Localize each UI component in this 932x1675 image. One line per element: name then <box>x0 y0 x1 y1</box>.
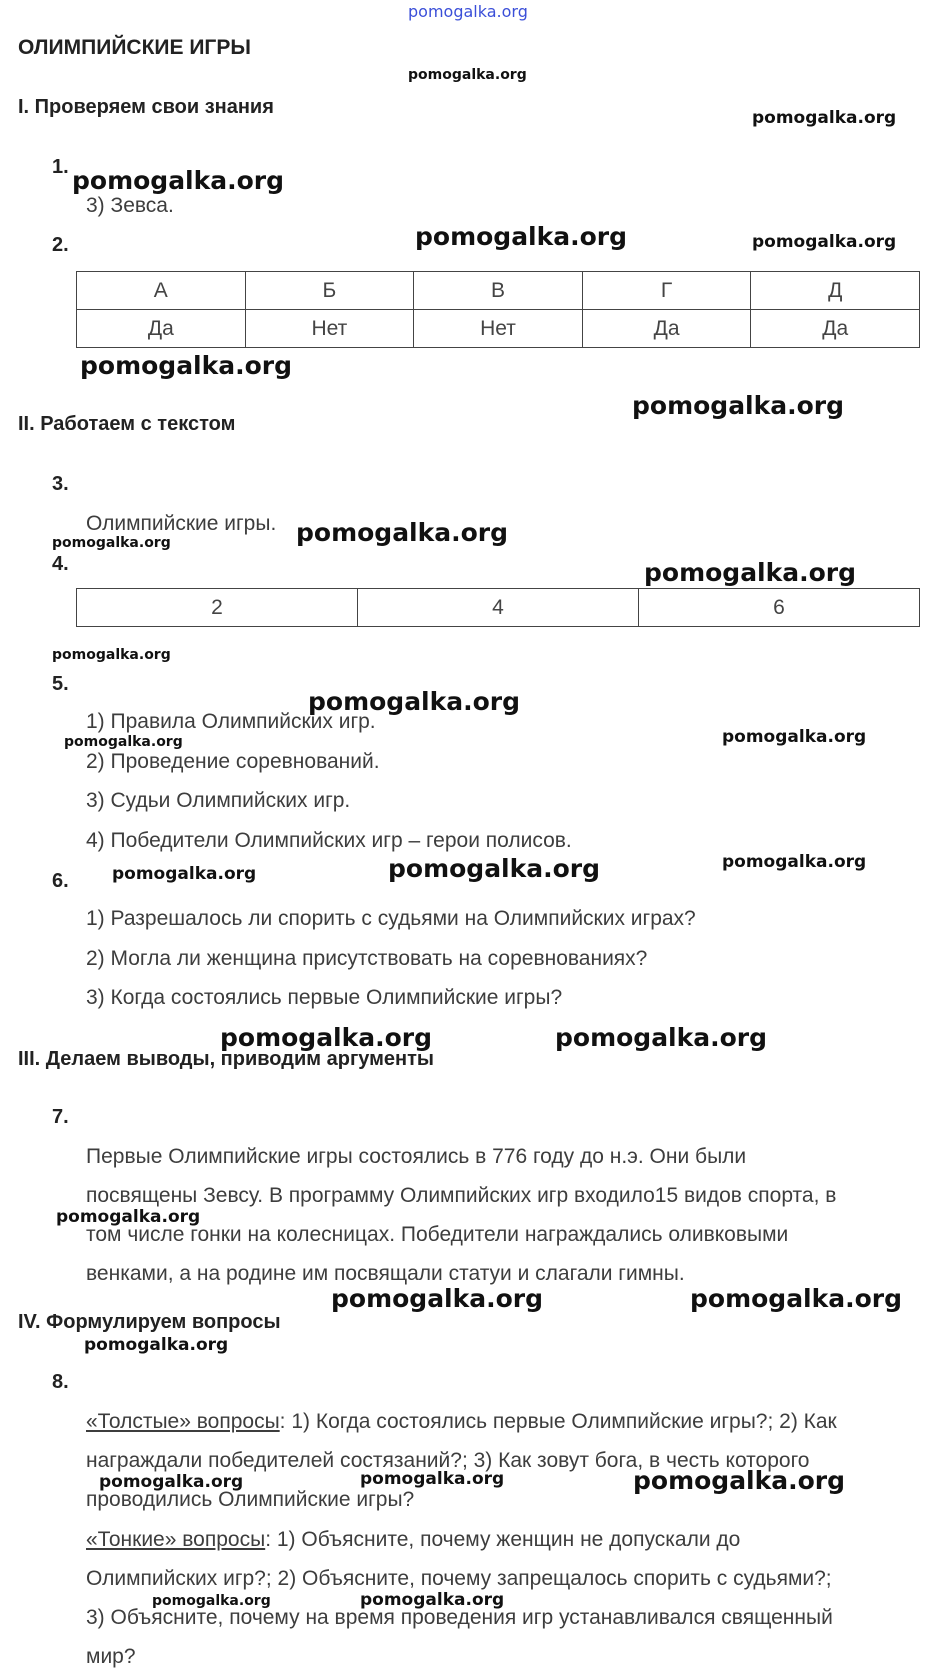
watermark: pomogalka.org <box>296 518 509 547</box>
table-header-cell: В <box>414 272 583 310</box>
list-item: 1) Разрешалось ли спорить с судьями на Олимпийских играх? <box>86 907 696 930</box>
list-item: 3) Когда состоялись первые Олимпийские игры? <box>86 986 563 1009</box>
watermark: pomogalka.org <box>360 1469 505 1489</box>
list-item: 2) Могла ли женщина присутствовать на соревнованиях? <box>86 947 648 970</box>
watermark: pomogalka.org <box>220 1023 433 1052</box>
table-cell: 6 <box>639 589 920 627</box>
table-header-cell: Г <box>582 272 751 310</box>
watermark: pomogalka.org <box>388 854 601 883</box>
watermark: pomogalka.org <box>644 558 857 587</box>
watermark: pomogalka.org <box>84 1335 229 1355</box>
table-row <box>77 589 920 627</box>
paragraph-line: мир? <box>86 1645 136 1668</box>
paragraph-line: Олимпийских игр?; 2) Объясните, почему запрещалось спорить с судьями?; <box>86 1567 832 1590</box>
watermark: pomogalka.org <box>752 108 897 128</box>
paragraph-line: Первые Олимпийские игры состоялись в 776 году до н.э. Они были <box>86 1145 747 1168</box>
watermark: pomogalka.org <box>360 1590 505 1610</box>
watermark: pomogalka.org <box>64 734 183 750</box>
table-header-cell: Д <box>751 272 920 310</box>
list-item: 4) Победители Олимпийских игр – герои полисов. <box>86 829 572 852</box>
task-4-table <box>76 588 920 627</box>
task-number-4: 4. <box>52 553 69 575</box>
table-cell: 4 <box>358 589 639 627</box>
thick-questions-text: : 1) Когда состоялись первые Олимпийские игры?; 2) Как <box>279 1410 837 1433</box>
table-cell: Да <box>751 310 920 348</box>
paragraph-line: награждали победителей состязаний?; 3) Как зовут бога, в честь которого <box>86 1449 810 1472</box>
page-title: ОЛИМПИЙСКИЕ ИГРЫ <box>18 36 251 59</box>
task-number-5: 5. <box>52 673 69 695</box>
watermark: pomogalka.org <box>112 864 257 884</box>
table-cell: Да <box>582 310 751 348</box>
table-cell: Нет <box>245 310 414 348</box>
watermark: pomogalka.org <box>99 1472 244 1492</box>
task-1-answer: 3) Зевса. <box>86 194 174 217</box>
watermark: pomogalka.org <box>52 535 171 551</box>
section-title-4: IV. Формулируем вопросы <box>18 1311 281 1333</box>
paragraph-line: том числе гонки на колесницах. Победители награждались оливковыми <box>86 1223 789 1246</box>
watermark: pomogalka.org <box>632 391 845 420</box>
watermark: pomogalka.org <box>415 222 628 251</box>
watermark: pomogalka.org <box>308 687 521 716</box>
list-item: 2) Проведение соревнований. <box>86 750 380 773</box>
thin-questions-text: : 1) Объясните, почему женщин не допускали до <box>265 1528 741 1551</box>
section-title-2: II. Работаем с текстом <box>18 413 236 435</box>
list-item: 1) Правила Олимпийских игр. <box>86 710 376 733</box>
paragraph-line: посвящены Зевсу. В программу Олимпийских игр входило15 видов спорта, в <box>86 1184 837 1207</box>
task-3-answer: Олимпийские игры. <box>86 512 277 535</box>
paragraph-line: венками, а на родине им посвящали статуи и слагали гимны. <box>86 1262 685 1285</box>
table-row <box>77 310 920 348</box>
table-cell: Да <box>77 310 246 348</box>
table-header-cell: Б <box>245 272 414 310</box>
section-title-1: I. Проверяем свои знания <box>18 96 274 118</box>
task-number-1: 1. <box>52 156 69 178</box>
task-number-3: 3. <box>52 473 69 495</box>
site-header-link[interactable]: pomogalka.org <box>408 2 528 21</box>
list-item: 3) Судьи Олимпийских игр. <box>86 789 351 812</box>
watermark: pomogalka.org <box>80 351 293 380</box>
watermark: pomogalka.org <box>331 1284 544 1313</box>
task-number-7: 7. <box>52 1106 69 1128</box>
task-number-2: 2. <box>52 234 69 256</box>
task-2-table <box>76 271 920 348</box>
watermark: pomogalka.org <box>72 166 285 195</box>
paragraph-line: проводились Олимпийские игры? <box>86 1488 415 1511</box>
table-cell: 2 <box>77 589 358 627</box>
watermark: pomogalka.org <box>752 232 897 252</box>
watermark: pomogalka.org <box>633 1466 846 1495</box>
watermark: pomogalka.org <box>408 67 527 83</box>
watermark: pomogalka.org <box>690 1284 903 1313</box>
thick-questions-label: «Толстые» вопросы <box>86 1410 280 1433</box>
watermark: pomogalka.org <box>555 1023 768 1052</box>
watermark: pomogalka.org <box>56 1207 201 1227</box>
table-cell: Нет <box>414 310 583 348</box>
thin-questions-line <box>86 1528 740 1552</box>
table-header-cell: А <box>77 272 246 310</box>
table-row <box>77 272 920 310</box>
task-number-6: 6. <box>52 870 69 892</box>
task-number-8: 8. <box>52 1371 69 1393</box>
watermark: pomogalka.org <box>722 852 867 872</box>
watermark: pomogalka.org <box>52 647 171 663</box>
thin-questions-label: «Тонкие» вопросы <box>86 1528 266 1551</box>
paragraph-line: 3) Объясните, почему на время проведения игр устанавливался священный <box>86 1606 833 1629</box>
watermark: pomogalka.org <box>152 1593 271 1609</box>
thick-questions-line <box>86 1410 837 1434</box>
watermark: pomogalka.org <box>722 727 867 747</box>
section-title-3: III. Делаем выводы, приводим аргументы <box>18 1048 435 1070</box>
